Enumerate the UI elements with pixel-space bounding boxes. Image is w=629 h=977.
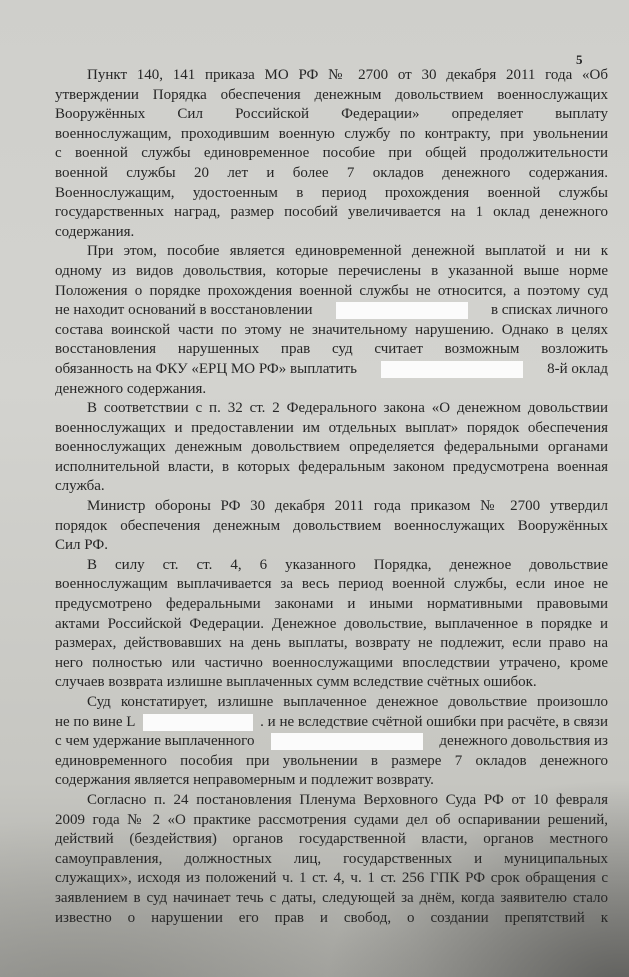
text-segment: денежного довольствия из <box>439 733 608 750</box>
text-line: утверждении Порядка обеспечения денежным довольствием военнослужащих <box>55 86 608 103</box>
text-line: размерах, действовавших на день выплаты, возврату не подлежит, если право на <box>55 635 608 652</box>
text-segment: обязанность на ФКУ «ЕРЦ МО РФ» выплатить <box>55 360 357 377</box>
text-line: военнослужащим, проходившим военную службу по контракту, при увольнении <box>55 125 608 142</box>
text-line: известно о нарушении его прав и свобод, о создании препятствий к <box>55 909 608 926</box>
text-line: случаев возврата излишне выплаченных сумм вследствие счётных ошибок. <box>55 674 537 691</box>
text-line: Согласно п. 24 постановления Пленума Верховного Суда РФ от 10 февраля <box>87 791 608 808</box>
text-line: содержания является неправомерным и подлежит возврату. <box>55 772 434 789</box>
text-line: самоуправления, должностных лиц, государственных и муниципальных <box>55 850 608 867</box>
text-line: актами Российской Федерации. Денежное довольствие, выплаченное в порядке и <box>55 615 608 632</box>
redaction-box <box>271 733 423 750</box>
text-line: денежного содержания. <box>55 380 207 397</box>
redaction-box <box>143 714 253 731</box>
text-line: с военной службы единовременное пособие при общей продолжительности <box>55 145 608 162</box>
text-line <box>55 713 608 733</box>
text-line: Суд констатирует, излишне выплаченное денежное довольствие произошло <box>87 694 608 710</box>
text-line: государственных наград, размер пособий увеличивается на 1 оклад денежного <box>55 204 608 221</box>
text-line <box>55 732 608 752</box>
text-line: В соответствии с п. 32 ст. 2 Федерального закона «О денежном довольствии <box>87 400 608 417</box>
text-segment: 8-й оклад <box>547 360 608 377</box>
text-segment: . и не вследствие счётной ошибки при расчёте, в связи <box>260 713 608 730</box>
text-segment: не по вине L <box>55 713 136 730</box>
text-line: действий (бездействия) органов государственной власти, органов местного <box>55 831 608 848</box>
text-line: Сил РФ. <box>55 537 108 554</box>
text-line: военнослужащих денежным довольствием определяется федеральными органами <box>55 439 608 456</box>
text-line: него полностью или частично военнослужащими впоследствии утрачено, кроме <box>55 654 608 671</box>
text-segment: с чем удержание выплаченного <box>55 733 255 750</box>
document-body <box>55 66 608 928</box>
text-line: содержания. <box>55 223 135 240</box>
text-segment: не находит оснований в восстановлении <box>55 302 313 319</box>
text-line: военнослужащих и предоставлении им отдельных выплат» порядок обеспечения <box>55 419 608 436</box>
redaction-box <box>381 361 523 378</box>
text-line: исполнительной власти, в которых федеральным законом предусмотрена военная <box>55 458 608 475</box>
text-line <box>55 360 608 380</box>
text-line: Пункт 140, 141 приказа МО РФ № 2700 от 30 декабря 2011 года «Об <box>87 67 608 83</box>
text-line: служащих», исходя из положений ч. 1 ст. 4, ч. 1 ст. 256 ГПК РФ срок обращения с <box>55 870 608 887</box>
text-line: единовременного пособия при увольнении в размере 7 окладов денежного <box>55 752 608 769</box>
text-line: состава воинской части по этому не значительному нарушению. Однако в целях <box>55 321 608 338</box>
text-line: 2009 года № 2 «О практике рассмотрения судами дел об оспаривании решений, <box>55 811 608 828</box>
text-line <box>55 301 608 321</box>
text-line: Вооружённых Сил Российской Федерации» определяет выплату <box>55 106 608 123</box>
text-line: Министр обороны РФ 30 декабря 2011 года приказом № 2700 утвердил <box>87 498 608 515</box>
text-line: При этом, пособие является единовременной денежной выплатой и ни к <box>87 243 608 260</box>
text-segment: в списках личного <box>490 302 608 319</box>
text-line: военнослужащим выплачивается за весь период военной службы, если иное не <box>55 576 608 593</box>
text-line: восстановления нарушенных прав суд считает возможным возложить <box>55 341 608 358</box>
text-line: предусмотрено федеральными законами и иными нормативными правовыми <box>55 596 608 613</box>
text-line: порядок обеспечения денежным довольствием военнослужащих Вооружённых <box>55 517 608 534</box>
redaction-box <box>336 302 468 319</box>
page-number: 5 <box>576 52 583 67</box>
text-line: военной службы 20 лет и более 7 окладов денежного содержания. <box>55 164 608 181</box>
text-line: служба. <box>55 478 105 495</box>
text-line: Военнослужащим, удостоенным в период прохождения военной службы <box>55 184 608 201</box>
text-line: одному из видов довольствия, которые перечислены в указанной выше норме <box>55 262 608 279</box>
text-line: В силу ст. ст. 4, 6 указанного Порядка, денежное довольствие <box>87 556 608 573</box>
text-line: Положения о порядке прохождения военной службы не относится, а поэтому суд <box>55 282 608 299</box>
text-line: заявлением в суд начинает течь с даты, следующей за днём, когда заявителю стало <box>55 889 608 906</box>
